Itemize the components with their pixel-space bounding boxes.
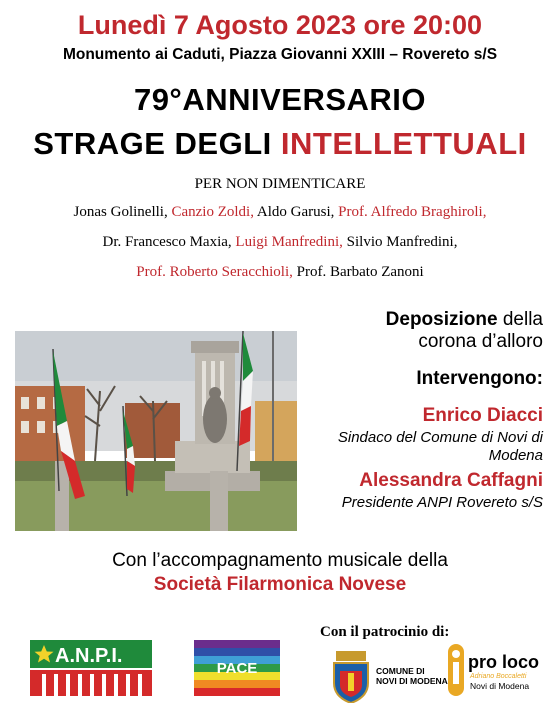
massacre-title (0, 126, 560, 162)
comune-crest-icon (330, 651, 372, 703)
pace-text: PACE (216, 660, 258, 677)
patronage-label: Con il patrocinio di: (320, 624, 450, 640)
victim-name: Dr. Francesco Maxia, (102, 234, 232, 250)
victim-name: Prof. Alfredo Braghiroli, (338, 204, 487, 220)
deposition-bold: Deposizione (385, 309, 498, 330)
proloco-sub-1: Adriano Boccaletti (470, 673, 527, 680)
event-date-time: Lunedì 7 Agosto 2023 ore 20:00 (77, 10, 483, 40)
pace-flag (194, 640, 280, 696)
speaker-1-role: Sindaco del Comune di Novi di Modena (337, 429, 543, 464)
anpi-logo (30, 640, 152, 696)
speaker-2-name: Alessandra Caffagni (359, 470, 543, 491)
victim-name: Aldo Garusi, (256, 204, 335, 220)
comune-line-2: NOVI DI MODENA (376, 676, 448, 686)
music-intro: Con l’accompagnamento musicale della (112, 550, 448, 571)
names-line-3 (0, 264, 560, 281)
comune-name (376, 666, 448, 686)
deposition-rest-1: della (502, 309, 543, 330)
victim-name: Canzio Zoldi, (171, 204, 254, 220)
massacre-title-red: INTELLETTUALI (280, 126, 527, 161)
monument-photo (15, 331, 297, 531)
victim-name: Luigi Manfredini, (235, 234, 343, 250)
speakers-heading: Intervengono: (416, 368, 543, 389)
victim-name: Prof. Barbato Zanoni (296, 264, 424, 280)
deposition-rest-2: corona d’alloro (418, 331, 543, 352)
comune-line-1: COMUNE DI (376, 666, 425, 676)
proloco-logo (448, 644, 544, 704)
event-location: Monumento ai Caduti, Piazza Giovanni XXIII – Rovereto s/S (62, 46, 498, 63)
victim-name: Prof. Roberto Seracchioli, (136, 264, 293, 280)
speaker-1-name: Enrico Diacci (422, 405, 543, 426)
names-line-1 (0, 204, 560, 221)
music-band: Società Filarmonica Novese (153, 574, 407, 595)
anpi-text: A.N.P.I. (55, 645, 123, 667)
proloco-name: pro loco (468, 652, 539, 672)
anniversary-title: 79°ANNIVERSARIO (133, 82, 427, 117)
ceremony-deposition (386, 309, 543, 353)
speaker-2-role: Presidente ANPI Rovereto s/S (341, 494, 543, 511)
memorial-heading: PER NON DIMENTICARE (194, 176, 366, 192)
victim-name: Jonas Golinelli, (73, 204, 168, 220)
proloco-sub-2: Novi di Modena (470, 681, 530, 691)
victim-name: Silvio Manfredini, (346, 234, 458, 250)
massacre-title-black: STRAGE DEGLI (33, 126, 272, 161)
names-line-2 (0, 234, 560, 251)
